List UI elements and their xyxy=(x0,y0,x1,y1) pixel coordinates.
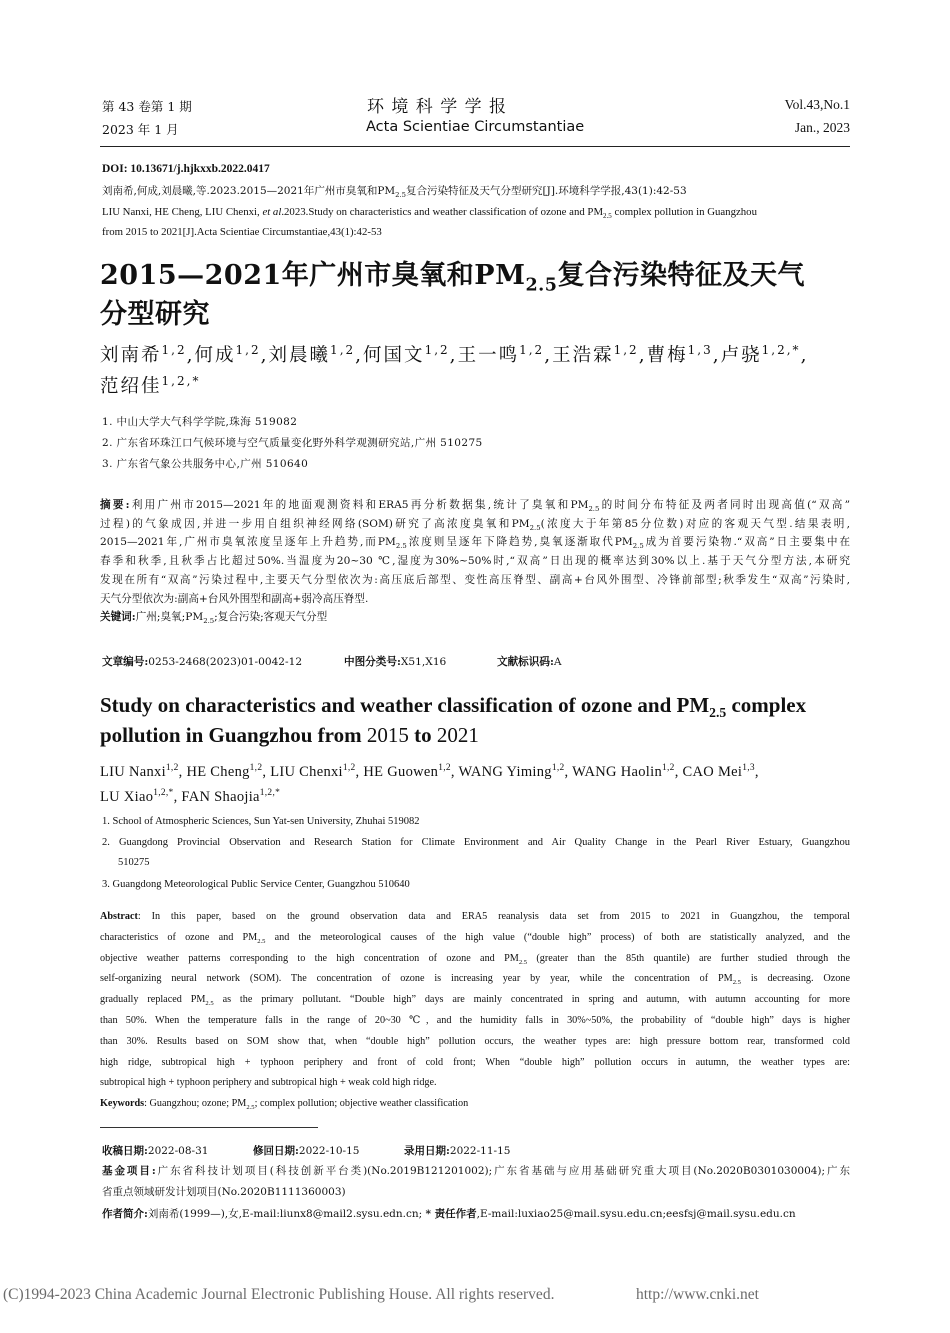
revised-date xyxy=(253,1143,359,1158)
doi: DOI: 10.13671/j.hjkxxb.2022.0417 xyxy=(102,163,270,175)
author-name: 何成 xyxy=(194,345,236,366)
journal-title-cn: 环 境 科 学 学 报 xyxy=(367,97,508,117)
author-bio-label: 作者简介: xyxy=(102,1208,148,1220)
author-affiliation-marker: 1,3 xyxy=(687,342,713,357)
keywords-cn-label: 关键词: xyxy=(100,611,136,624)
abstract-cn-text: 成为首要污染物.“双高”日主要集中在 xyxy=(643,536,851,549)
author-affiliation-marker: 1,2 xyxy=(613,342,639,357)
citation-cn-part: 刘南希,何成,刘晨曦,等.2023.2015—2021年广州市臭氧和PM xyxy=(102,185,396,197)
abstract-cn-text: (浓度大于年第85分位数)对应的客观天气型.结果表明, xyxy=(540,517,851,530)
abstract-en-label: Abstract xyxy=(100,911,138,922)
author-name: FAN Shaojia xyxy=(181,789,260,805)
title-en-year: 2021 xyxy=(436,723,479,747)
author-affiliation-marker: 1,2,* xyxy=(259,788,281,799)
author-separator: , xyxy=(800,345,809,366)
author-separator: , xyxy=(544,345,553,366)
author-name: 曹梅 xyxy=(646,345,688,366)
abstract-cn-line: 发现在所有“双高”污染过程中,主要天气分型依次为:高压底后部型、变性高压脊型、副高+台风外围型、冷锋前部型;秋季发生“双高”污染时, xyxy=(100,573,850,586)
abstract-cn-text: 过程)的气象成因,并进一步用自组织神经网络(SOM)研究了高浓度臭氧和PM xyxy=(100,517,530,530)
citation-en-part: .2023.Study on characteristics and weather classification of ozone and PM xyxy=(281,206,604,218)
abstract-en-line: subtropical high + typhoon periphery and subtropical high + weak cold high ridge. xyxy=(100,1077,437,1089)
author-name: LIU Chenxi xyxy=(270,764,343,780)
keywords-cn-text: 广州;臭氧;PM xyxy=(135,611,204,624)
author-name: 王一鸣 xyxy=(457,345,520,366)
subscript: 2.5 xyxy=(205,1000,214,1008)
keywords-cn-text: ;复合污染;客观天气分型 xyxy=(214,611,328,624)
author-name: WANG Yiming xyxy=(458,764,552,780)
author-name: 王浩霖 xyxy=(552,345,614,366)
author-affiliation-marker: 1,2 xyxy=(165,763,179,774)
author-name: CAO Mei xyxy=(682,764,743,780)
abstract-cn-line: 春季和秋季,且秋季占比超过50%.当温度为20~30 ℃,湿度为30%~50%时,“双高”日出现的概率达到30%以上.基于天气分型方法,本研究 xyxy=(100,555,850,568)
clc-value: X51,X16 xyxy=(400,656,447,668)
authors-cn-line2 xyxy=(100,372,200,398)
author-affiliation-marker: 1,2 xyxy=(424,342,450,357)
author-separator: , xyxy=(260,345,269,366)
article-number xyxy=(102,654,302,669)
title-en-part: pollution in Guangzhou from xyxy=(100,723,367,747)
subscript: 2.5 xyxy=(709,705,727,721)
author-separator: , xyxy=(564,764,573,780)
citation-cn xyxy=(102,183,687,198)
affiliation-en-3: 3. Guangdong Meteorological Public Service Center, Guangzhou 510640 xyxy=(102,879,410,890)
author-name: WANG Haolin xyxy=(572,764,663,780)
author-affiliation-marker: 1,2 xyxy=(235,342,261,357)
accepted-value: 2022-11-15 xyxy=(449,1145,511,1157)
revised-label: 修回日期: xyxy=(253,1145,299,1157)
keywords-en-text: ; complex pollution; objective weather classification xyxy=(254,1098,469,1110)
title-en-part: Study on characteristics and weather classification of ozone and PM xyxy=(100,693,710,717)
received-value: 2022-08-31 xyxy=(147,1145,209,1157)
received-label: 收稿日期: xyxy=(102,1145,148,1157)
abstract-en xyxy=(100,907,850,1115)
accepted-date xyxy=(404,1143,510,1158)
abstract-en-text: as the primary pollutant. “Double high” days are mainly concentrated in spring and autumn, with autumn accounting for more xyxy=(213,994,850,1006)
copyright-notice: (C)1994-2023 China Academic Journal Electronic Publishing House. All rights reserved. xyxy=(3,1286,555,1303)
citation-cn-part: 复合污染特征及天气分型研究[J].环境科学学报,43(1):42-53 xyxy=(406,185,687,197)
author-name: 范绍佳 xyxy=(100,376,162,397)
abstract-en-line: than 30%. Results based on SOM show that, when “double high” pollution occurs, the weather types are: high pressure bottom rear, transformed cold xyxy=(100,1035,850,1047)
subscript: 2.5 xyxy=(395,191,407,200)
article-number-label: 文章编号: xyxy=(102,656,149,668)
volume-issue-cn: 第 43 卷第 1 期 xyxy=(102,99,192,114)
abstract-en-line xyxy=(100,990,850,1011)
author-affiliation-marker: 1,2 xyxy=(662,763,675,774)
subscript: 2.5 xyxy=(203,617,215,626)
abstract-cn-line xyxy=(100,533,850,552)
author-affiliation-marker: 1,3 xyxy=(742,763,755,774)
authors-en-line2 xyxy=(100,789,280,806)
abstract-en-colon: : xyxy=(137,911,152,922)
author-separator: , xyxy=(186,345,195,366)
author-name: 刘晨曦 xyxy=(268,345,331,366)
abstract-en-text: and the meteorological causes of the high value (“double high” process) of both are statistically analyzed, and the xyxy=(265,931,850,943)
author-separator: , xyxy=(712,345,721,366)
author-separator: , xyxy=(449,345,458,366)
abstract-cn-text: 2015—2021年,广州市臭氧浓度呈逐年上升趋势,而PM xyxy=(100,536,396,549)
author-separator: , xyxy=(355,345,364,366)
corresponding-label: * 责任作者 xyxy=(425,1208,477,1220)
author-separator: , xyxy=(450,764,459,780)
subscript: 2.5 xyxy=(257,937,266,945)
cnki-link[interactable]: http://www.cnki.net xyxy=(636,1286,759,1303)
author-affiliation-marker: 1,2 xyxy=(330,342,356,357)
clc-label: 中图分类号: xyxy=(344,656,401,668)
author-affiliation-marker: 1,2,* xyxy=(153,788,174,799)
header-rule xyxy=(100,146,850,147)
title-en-part: to xyxy=(408,723,437,747)
author-bio xyxy=(102,1206,796,1221)
abstract-en-text: gradually replaced PM xyxy=(100,994,206,1006)
subscript: 2.5 xyxy=(395,542,407,551)
subscript: 2.5 xyxy=(603,212,612,221)
accepted-label: 录用日期: xyxy=(404,1145,450,1157)
abstract-cn-text: 的时间分布特征及两者同时出现高值(“双高” xyxy=(599,499,850,511)
subscript: 2.5 xyxy=(632,542,644,551)
fund-label: 基金项目: xyxy=(102,1165,156,1177)
affiliation-cn-1: 1. 中山大学大气科学学院,珠海 519082 xyxy=(102,416,298,428)
citation-en xyxy=(102,206,757,221)
abstract-cn-line: 天气分型依次为:副高+台风外围型和副高+弱冷高压脊型. xyxy=(100,592,369,605)
author-separator: , xyxy=(754,764,759,780)
abstract-en-text: objective weather patterns corresponding to the high concentration of ozone and PM xyxy=(100,952,519,964)
author-name: 刘南希 xyxy=(100,345,162,366)
journal-title-en: Acta Scientiae Circumstantiae xyxy=(366,119,585,135)
author-name: LIU Nanxi xyxy=(100,764,166,780)
abstract-cn-line xyxy=(100,515,850,534)
footnote-rule xyxy=(100,1127,318,1128)
clc-number xyxy=(344,654,446,669)
abstract-en-line xyxy=(100,907,850,928)
fund-line1 xyxy=(102,1163,850,1178)
author-affiliation-marker: 1,2 xyxy=(438,763,451,774)
affiliation-en-2-cont: 510275 xyxy=(118,857,150,868)
affiliation-en-1: 1. School of Atmospheric Sciences, Sun Yat-sen University, Zhuhai 519082 xyxy=(102,816,420,827)
author-separator: , xyxy=(638,345,647,366)
abstract-en-line: high ridge, subtropical high + typhoon periphery and front of cold front; When “double high” pollution occurs in autumn, the weather types are: xyxy=(100,1056,850,1068)
keywords-en-label: Keywords xyxy=(100,1098,145,1110)
subscript: 2.5 xyxy=(732,979,741,987)
abstract-en-line xyxy=(100,928,850,949)
date-cn: 2023 年 1 月 xyxy=(102,122,179,137)
fund-line2: 省重点领域研发计划项目(No.2020B1111360003) xyxy=(102,1186,346,1198)
authors-en-line1 xyxy=(100,764,759,781)
keywords-cn xyxy=(100,608,850,627)
corresponding-text: ,E-mail:luxiao25@mail.sysu.edu.cn;eesfsj@mail.sysu.edu.cn xyxy=(476,1208,796,1220)
received-date xyxy=(102,1143,208,1158)
author-separator: , xyxy=(355,764,364,780)
abstract-en-line: than 50%. When the temperature falls in the range of 20~30 ℃, and the humidity falls in 30%~50%, the probability of “double high” days is higher xyxy=(100,1014,850,1026)
subscript: 2.5 xyxy=(529,523,541,532)
abstract-cn-text: 浓度则呈逐年下降趋势,臭氧逐渐取代PM xyxy=(406,536,633,549)
authors-cn-line1 xyxy=(100,341,808,367)
author-affiliation-marker: 1,2 xyxy=(342,763,356,774)
subscript: 2.5 xyxy=(525,275,558,296)
title-en-part: complex xyxy=(726,693,807,717)
author-affiliation-marker: 1,2 xyxy=(519,342,545,357)
title-en-year: 2015 xyxy=(366,723,409,747)
author-separator: , xyxy=(178,764,187,780)
abstract-en-text: is decreasing. Ozone xyxy=(740,973,850,985)
author-name: HE Cheng xyxy=(186,764,250,780)
affiliation-cn-3: 3. 广东省气象公共服务中心,广州 510640 xyxy=(102,458,309,470)
volume-issue-en: Vol.43,No.1 xyxy=(784,97,850,112)
keywords-en xyxy=(100,1094,850,1115)
subscript: 2.5 xyxy=(518,958,528,966)
document-code-label: 文献标识码: xyxy=(497,656,554,668)
author-name: HE Guowen xyxy=(363,764,439,780)
affiliation-cn-2: 2. 广东省环珠江口气候环境与空气质量变化野外科学观测研究站,广州 510275 xyxy=(102,437,483,449)
revised-value: 2022-10-15 xyxy=(298,1145,360,1157)
abstract-en-line xyxy=(100,949,850,970)
abstract-cn xyxy=(100,496,850,627)
author-bio-text: 刘南希(1999—),女,E-mail:liunx8@mail2.sysu.edn.cn; xyxy=(147,1208,426,1220)
abstract-en-line xyxy=(100,969,850,990)
author-name: 卢骁 xyxy=(720,345,762,366)
abstract-cn-text: 利用广州市2015—2021年的地面观测资料和ERA5再分析数据集,统计了臭氧和PM xyxy=(129,499,589,511)
title-cn-part: 复合污染特征及天气 xyxy=(557,260,805,291)
author-affiliation-marker: 1,2,* xyxy=(761,342,801,357)
abstract-en-text: self-organizing neural network (SOM). The concentration of ozone is increasing year by year, while the concentration of PM xyxy=(100,973,733,985)
title-cn-line2: 分型研究 xyxy=(100,299,210,330)
document-code xyxy=(497,654,562,669)
fund-text: 广东省科技计划项目(科技创新平台类)(No.2019B121201002);广东省基础与应用基础研究重大项目(No.2020B0301030004);广东 xyxy=(155,1165,850,1177)
abstract-cn-line xyxy=(100,496,850,515)
abstract-cn-label: 摘要: xyxy=(100,499,130,511)
author-affiliation-marker: 1,2 xyxy=(161,342,187,357)
abstract-en-text: In this paper, based on the ground observation data and ERA5 reanalysis data set from 2015 to 2021 in Guangzhou, the temporal xyxy=(151,911,850,922)
author-affiliation-marker: 1,2 xyxy=(249,763,263,774)
article-number-value: 0253-2468(2023)01-0042-12 xyxy=(148,656,303,668)
citation-en-part: LIU Nanxi, HE Cheng, LIU Chenxi, xyxy=(102,206,263,218)
affiliation-en-2: 2. Guangdong Provincial Observation and Research Station for Climate Environment and Air Quality Change in the Pearl River Estuary, Guangzhou xyxy=(102,837,850,848)
title-en-line2 xyxy=(100,723,479,748)
keywords-en-text: : Guangzhou; ozone; PM xyxy=(144,1098,247,1110)
author-name: 何国文 xyxy=(363,345,425,366)
abstract-en-text: characteristics of ozone and PM xyxy=(100,931,258,943)
abstract-en-text: (greater than the 85th quantile) are further studied through the xyxy=(527,952,850,964)
document-code-value: A xyxy=(553,656,562,668)
citation-en-part: complex pollution in Guangzhou xyxy=(611,206,757,218)
subscript: 2.5 xyxy=(246,1104,255,1112)
title-cn-part: 2015—2021年广州市臭氧和PM xyxy=(100,260,526,291)
citation-en-cont: from 2015 to 2021[J].Acta Scientiae Circumstantiae,43(1):42-53 xyxy=(102,226,382,238)
date-en: Jan., 2023 xyxy=(794,120,850,135)
author-name: LU Xiao xyxy=(100,789,154,805)
title-en-line1 xyxy=(100,693,807,721)
author-affiliation-marker: 1,2,* xyxy=(161,373,201,388)
author-separator: , xyxy=(262,764,271,780)
author-separator: , xyxy=(674,764,683,780)
author-affiliation-marker: 1,2 xyxy=(551,763,565,774)
title-cn-line1 xyxy=(100,253,805,296)
citation-en-etal: et al xyxy=(262,206,282,218)
author-separator: , xyxy=(173,789,182,805)
subscript: 2.5 xyxy=(588,505,600,514)
